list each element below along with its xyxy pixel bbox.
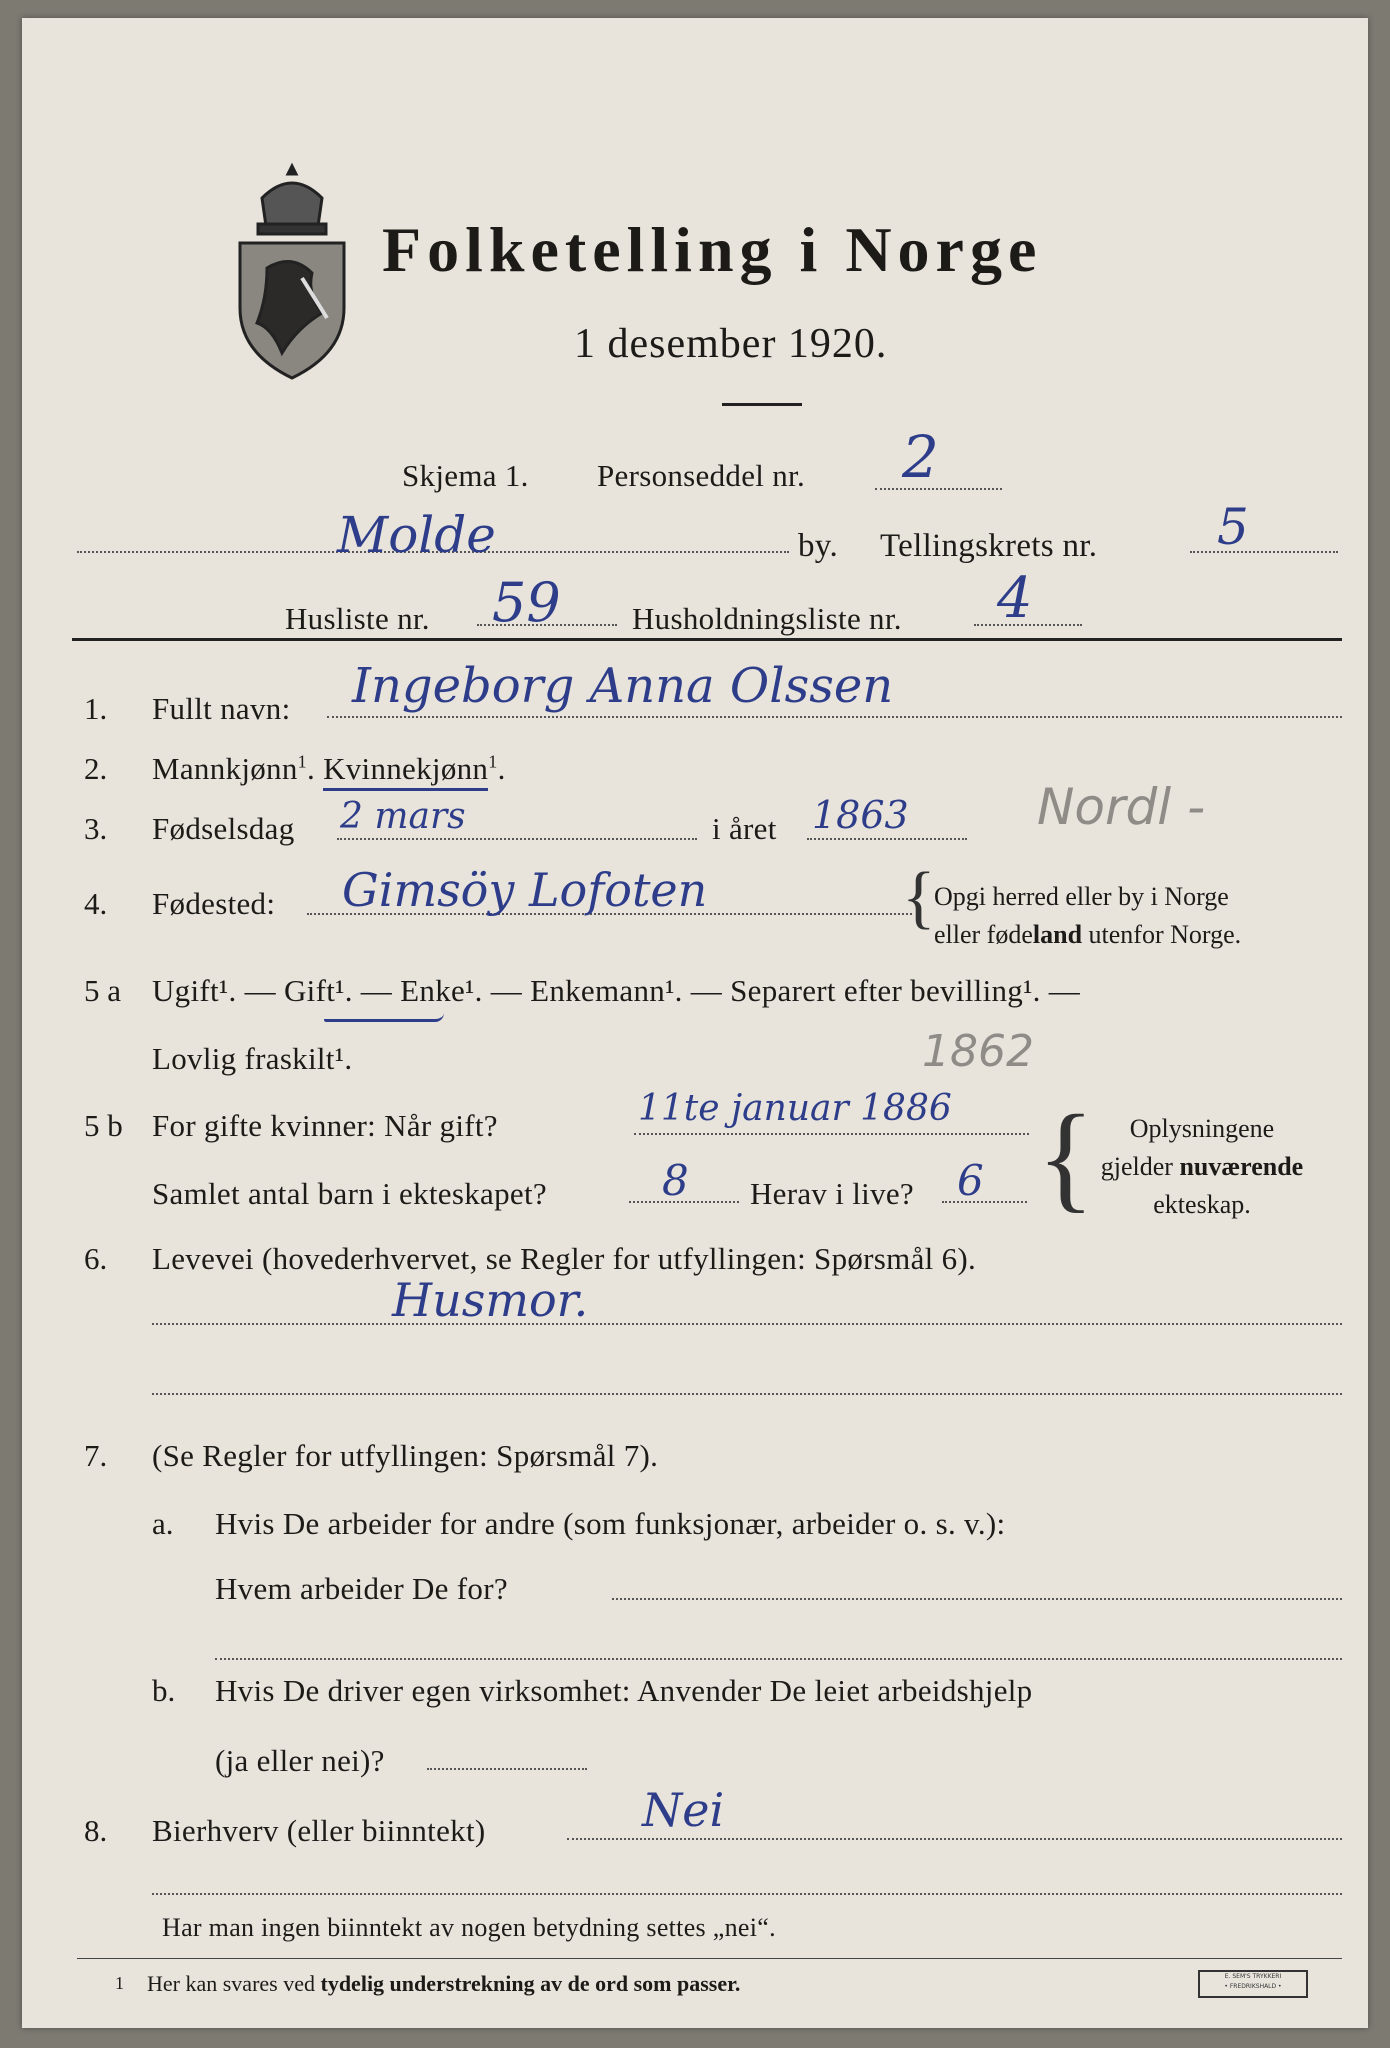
header-divider xyxy=(72,638,1342,641)
q7b-text: Hvis De driver egen virksomhet: Anvender De leiet arbeidshjelp xyxy=(215,1673,1033,1708)
q6-line2 xyxy=(152,1393,1342,1395)
q3-day-line xyxy=(337,838,697,840)
printer-stamp-line2: • FREDRIKSHALD • xyxy=(1224,1983,1282,1990)
q5b-note-line1: Oplysningene xyxy=(1129,1114,1275,1143)
q6-label: Levevei (hovederhvervet, se Regler for utfyllingen: Spørsmål 6). xyxy=(152,1241,977,1276)
q5b-alive-value[interactable]: 6 xyxy=(957,1156,984,1205)
q5b-number: 5 b xyxy=(84,1108,123,1143)
q3-birthday-value[interactable]: 2 mars xyxy=(340,796,466,837)
q5b-children-label: Samlet antal barn i ekteskapet? xyxy=(152,1176,547,1211)
footnote-divider xyxy=(77,1958,1342,1959)
q5b-children-value[interactable]: 8 xyxy=(662,1156,689,1205)
q2-male-label[interactable]: Mannkjønn xyxy=(152,751,298,786)
q2-gender-options: Mannkjønn$^1$. Kvinnekjønn$^1$. xyxy=(152,751,506,787)
q6-occupation-value[interactable]: Husmor. xyxy=(392,1273,589,1327)
q6-number: 6. xyxy=(84,1241,108,1276)
q5b-label: For gifte kvinner: Når gift? xyxy=(152,1108,498,1143)
q7b-letter: b. xyxy=(152,1673,176,1708)
tellingskrets-label: Tellingskrets nr. xyxy=(880,528,1098,564)
q4-label: Fødested: xyxy=(152,886,276,921)
printer-stamp-line1: E. SEM'S TRYKKERI xyxy=(1224,1973,1282,1980)
q4-brace: { xyxy=(902,859,936,936)
q7a-line1[interactable] xyxy=(612,1598,1342,1600)
q5b-married-value[interactable]: 11te januar 1886 xyxy=(638,1088,952,1129)
title-rule xyxy=(722,403,802,406)
form-title: Folketelling i Norge xyxy=(382,214,1043,285)
q1-label: Fullt navn: xyxy=(152,691,291,726)
q8-value[interactable]: Nei xyxy=(642,1783,725,1837)
q5a-number: 5 a xyxy=(84,973,122,1008)
tellingskrets-value[interactable]: 5 xyxy=(1217,498,1249,556)
q1-full-name-value[interactable]: Ingeborg Anna Olssen xyxy=(352,658,894,714)
q5b-note xyxy=(1067,1110,1337,1224)
q4-birthplace-value[interactable]: Gimsöy Lofoten xyxy=(342,863,708,917)
q5a-marital-options[interactable]: Ugift¹. — Gift¹. — Enke¹. — Enkemann¹. — Separert efter bevilling¹. — xyxy=(152,973,1081,1008)
q5b-alive-label: Herav i live? xyxy=(750,1176,914,1211)
q5b-note-line2: gjelder nuværende xyxy=(1100,1152,1304,1181)
q4-number: 4. xyxy=(84,886,108,921)
q3-number: 3. xyxy=(84,811,108,846)
q5a-pencil-note: 1862 xyxy=(922,1026,1034,1077)
q8-line1 xyxy=(567,1838,1342,1840)
q4-note-line1: Opgi herred eller by i Norge xyxy=(934,882,1229,911)
personseddel-value[interactable]: 2 xyxy=(902,423,939,491)
q7a-line2[interactable] xyxy=(215,1658,1342,1660)
q5b-brace: { xyxy=(1037,1090,1095,1223)
husliste-label: Husliste nr. xyxy=(285,601,430,636)
q3-year-label: i året xyxy=(712,811,777,846)
q7-number: 7. xyxy=(84,1438,108,1473)
q7a-text2: Hvem arbeider De for? xyxy=(215,1571,508,1606)
q6-line1 xyxy=(152,1323,1342,1325)
footnote-text: Her kan svares ved tydelig understrekning av de ord som passer. xyxy=(147,1971,741,1996)
personseddel-label: Personseddel nr. xyxy=(597,458,805,493)
q7b-text2: (ja eller nei)? xyxy=(215,1743,385,1778)
q8-line2 xyxy=(152,1893,1342,1895)
q7b-line[interactable] xyxy=(427,1768,587,1770)
q3-label: Fødselsdag xyxy=(152,811,295,846)
q8-note: Har man ingen biinntekt av nogen betydning settes „nei“. xyxy=(162,1913,776,1942)
q5a-divorced-option[interactable]: Lovlig fraskilt¹. xyxy=(152,1041,353,1076)
q7a-text: Hvis De arbeider for andre (som funksjonær, arbeider o. s. v.): xyxy=(215,1506,1006,1541)
footnote-mark: 1 xyxy=(115,1973,124,1993)
q1-line xyxy=(327,716,1342,718)
q8-number: 8. xyxy=(84,1813,108,1848)
husholdning-value[interactable]: 4 xyxy=(997,566,1033,631)
q4-note xyxy=(934,878,1241,954)
q2-number: 2. xyxy=(84,751,108,786)
q2-female-label[interactable]: Kvinnekjønn xyxy=(323,751,488,791)
q7-label: (Se Regler for utfyllingen: Spørsmål 7). xyxy=(152,1438,659,1473)
coat-of-arms-icon xyxy=(232,158,352,383)
q1-number: 1. xyxy=(84,691,108,726)
q4-note-line2: eller fødeland utenfor Norge. xyxy=(934,920,1242,949)
husholdning-label: Husholdningsliste nr. xyxy=(632,601,902,636)
tellingskrets-line xyxy=(1190,551,1338,553)
printer-stamp xyxy=(1198,1970,1308,1998)
q5a-gift-underline xyxy=(324,1013,444,1022)
form-date: 1 desember 1920. xyxy=(574,321,888,367)
q3-pencil-note: Nordl - xyxy=(1037,778,1206,836)
q7a-letter: a. xyxy=(152,1506,174,1541)
q5b-note-line3: ekteskap. xyxy=(1153,1190,1251,1219)
city-value[interactable]: Molde xyxy=(337,506,496,564)
q5b-alive-line xyxy=(942,1201,1027,1203)
q3-year-line xyxy=(807,838,967,840)
q8-label: Bierhverv (eller biinntekt) xyxy=(152,1813,486,1848)
q5b-married-line xyxy=(634,1133,1029,1135)
by-label: by. xyxy=(798,528,839,564)
q3-year-value[interactable]: 1863 xyxy=(812,793,909,837)
husliste-value[interactable]: 59 xyxy=(492,571,561,634)
schema-label: Skjema 1. xyxy=(402,458,529,493)
census-form-sheet xyxy=(22,18,1368,2028)
